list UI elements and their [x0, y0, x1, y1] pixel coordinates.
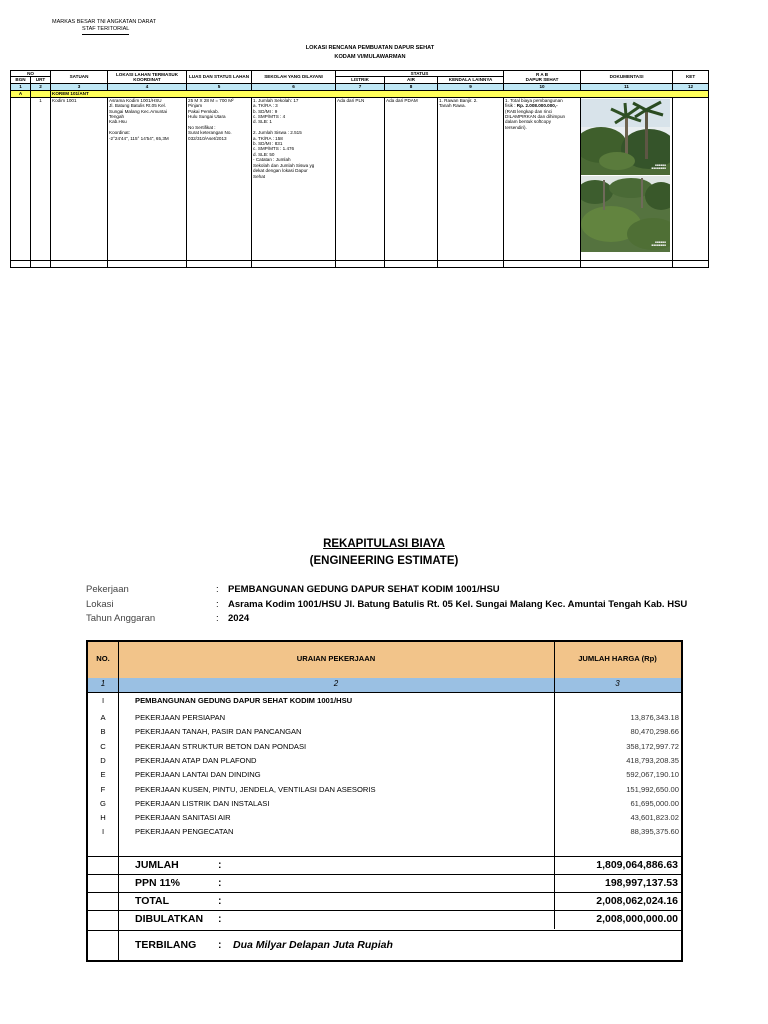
title-line-1: LOKASI RENCANA PEMBUATAN DAPUR SEHAT [305, 45, 435, 51]
cost-row [88, 827, 681, 841]
info-row-pekerjaan [86, 583, 687, 598]
org-division: STAF TERITORIAL [82, 26, 129, 35]
cost-row [88, 756, 681, 770]
item-code: A [100, 713, 106, 722]
col-air: AIR [385, 77, 438, 83]
item-amount: 592,067,190.10 [626, 770, 679, 780]
terbilang-value: Dua Milyar Delapan Juta Rupiah [233, 939, 393, 951]
item-code: C [100, 741, 106, 751]
col-number: 9 [438, 83, 504, 90]
terbilang-row [88, 930, 681, 963]
item-code: E [100, 770, 106, 780]
item-code: D [100, 755, 106, 765]
col-number: 11 [581, 83, 673, 90]
cost-row [88, 799, 681, 813]
col-sekolah: SEKOLAH YANG DILAYANI [252, 71, 336, 84]
cell-sekolah: 1. Jumlah Sekolah: 17 a. TK/RA : 3 b. SD/MI : 9 c. SMP/MTS : 4 d. SLB: 1 2. Jumlah Siswa : 2.515 a. TK/RA : 158 b. SD/MI : 831 c. SMP/MTS : 1.476 d. SLB: 50 - Catatan : Jumlah Sekolah dan Jumlah Siswa yg dekat dengan lokasi Dapur Sehat [252, 97, 336, 260]
header-no: NO. [96, 654, 110, 663]
item-name: PEKERJAAN ATAP DAN PLAFOND [135, 755, 257, 765]
site-photo-2 [581, 176, 670, 252]
total-value: 2,008,000,000.00 [596, 913, 678, 925]
item-amount: 80,470,298.66 [630, 727, 679, 737]
cell-dokumentasi [581, 97, 673, 260]
photo-caption: ■■■■■■ ■■■■■■■■ [651, 162, 667, 171]
cost-table-numbers [88, 678, 681, 693]
col-satuan: SATUAN [51, 71, 108, 84]
cell-kendala: 1. Rawan Banjir. 2. Tanah Rawa. [438, 97, 504, 260]
item-name: PEKERJAAN LANTAI DAN DINDING [135, 770, 261, 780]
info-value: 2024 [228, 613, 250, 624]
cell-lokasi: Asrama Kodim 1001/HSU Jl. Batung Batulis Rt.05 Kel. Sungai Malang Kec.Amuntai Tengah Kab.Hsu Koordinat: -2°24'44", 115° 14'54", 65,3M [108, 97, 187, 260]
item-code: H [100, 813, 106, 823]
cost-table [86, 640, 683, 962]
group-name: KOREM 101/ANT [51, 90, 709, 97]
item-name: PEKERJAAN PENGECATAN [135, 827, 234, 837]
info-label: Tahun Anggaran [86, 613, 156, 624]
item-amount: 88,395,375.60 [630, 827, 679, 837]
rab-amount: Rp. 2.008.000.000,- [516, 103, 558, 109]
group-row [11, 90, 709, 97]
total-colon: : [218, 877, 222, 889]
col-number: 1 [11, 83, 31, 90]
terbilang-colon: : [218, 939, 222, 951]
recap-heading: REKAPITULASI BIAYA [323, 538, 445, 550]
info-label: Lokasi [86, 598, 114, 610]
total-colon: : [218, 913, 222, 925]
number-cell: 1 [100, 679, 106, 688]
item-amount: 358,172,997.72 [626, 741, 679, 751]
item-amount: 13,876,343.18 [630, 713, 679, 722]
site-photo-1 [581, 99, 670, 175]
item-name: PEKERJAAN TANAH, PASIR DAN PANCANGAN [135, 727, 302, 737]
item-amount: 43,601,823.02 [630, 813, 679, 823]
column-divider [554, 911, 555, 929]
cell-bgn [11, 97, 31, 260]
cost-row [88, 785, 681, 799]
total-label: JUMLAH [135, 859, 179, 871]
title-line-2: KODAM VI/MULAWARMAN [334, 54, 406, 60]
item-amount: 151,992,650.00 [626, 784, 679, 794]
recap-subheading: (ENGINEERING ESTIMATE) [309, 555, 459, 567]
item-code: B [100, 727, 106, 737]
cell-urt: 1 [31, 97, 51, 260]
total-row-jumlah [88, 856, 681, 875]
item-amount: 61,695,000.00 [630, 798, 679, 808]
info-row-lokasi [86, 598, 687, 613]
col-urt: URT [31, 77, 51, 83]
col-number: 3 [51, 83, 108, 90]
blank-row [11, 260, 709, 267]
item-name: PEKERJAAN SANITASI AIR [135, 813, 231, 823]
col-number: 8 [385, 83, 438, 90]
col-status: STATUS [336, 71, 504, 77]
col-number: 7 [336, 83, 385, 90]
table-row [11, 97, 709, 260]
col-listrik: LISTRIK [336, 77, 385, 83]
item-code: I [101, 827, 105, 837]
item-code: G [100, 798, 106, 808]
column-divider [554, 857, 555, 875]
photo-caption: ■■■■■■ ■■■■■■■■ [651, 239, 667, 248]
col-number: 6 [252, 83, 336, 90]
section-name: PEMBANGUNAN GEDUNG DAPUR SEHAT KODIM 1001/HSU [135, 696, 353, 705]
cell-air: Ada dari PDAM [385, 97, 438, 260]
total-colon: : [218, 859, 222, 871]
info-colon: : [216, 584, 219, 595]
item-name: PEKERJAAN STRUKTUR BETON DAN PONDASI [135, 741, 307, 751]
col-ket: KET [673, 71, 709, 84]
item-code: F [100, 784, 106, 794]
total-row-dibulatkan [88, 910, 681, 929]
total-colon: : [218, 895, 222, 907]
col-number: 12 [673, 83, 709, 90]
column-number-row [11, 83, 709, 90]
col-number: 2 [31, 83, 51, 90]
col-rab-sub: DAPUR SEHAT [525, 76, 559, 82]
info-colon: : [216, 598, 219, 610]
total-label: TOTAL [135, 895, 170, 907]
total-row-total [88, 892, 681, 911]
col-no: NO [11, 71, 51, 77]
col-number: 4 [108, 83, 187, 90]
col-lokasi: LOKASI LAHAN TERMASUK KOORDINAT [108, 71, 187, 84]
col-kendala: KENDALA LAINNYA [438, 77, 504, 83]
col-bgn: BGN [11, 77, 31, 83]
cell-rab [504, 97, 581, 260]
recap-title [0, 536, 768, 570]
cell-luas: 25 M X 28 M = 700 M² Pinjam Pakai Pemkab. Hulu Sungai Utara No Sertifikat : Surat keterangan No. 032/310/Aset/2013 [187, 97, 252, 260]
col-luas: LUAS DAN STATUS LAHAN [187, 71, 252, 84]
item-name: PEKERJAAN LISTRIK DAN INSTALASI [135, 798, 270, 808]
terbilang-label: TERBILANG [135, 939, 197, 951]
group-spacer [31, 90, 51, 97]
info-value: PEMBANGUNAN GEDUNG DAPUR SEHAT KODIM 1001/HSU [228, 584, 500, 595]
total-label: PPN 11% [135, 877, 180, 889]
item-name: PEKERJAAN PERSIAPAN [135, 713, 226, 722]
section-code: I [101, 696, 105, 705]
total-value: 2,008,062,024.16 [596, 895, 678, 907]
org-name: MARKAS BESAR TNI ANGKATAN DARAT [52, 19, 157, 25]
document-title [0, 44, 740, 62]
info-label: Pekerjaan [86, 584, 129, 595]
header-harga: JUMLAH HARGA (Rp) [578, 654, 657, 663]
cost-row [88, 742, 681, 756]
cell-satuan: Kodim 1001 [51, 97, 108, 260]
cost-row [88, 713, 681, 727]
header-uraian: URAIAN PEKERJAAN [296, 654, 376, 663]
col-rab [504, 71, 581, 84]
rab-note: (RAB lengkap dan rinci DILAMPIRKAN dan dihimpun dalam bentuk softcopy tersendiri). [505, 108, 566, 130]
col-dokumentasi: DOKUMENTASI [581, 71, 673, 84]
number-cell: 2 [333, 679, 339, 688]
column-divider [554, 893, 555, 911]
total-value: 1,809,064,886.63 [596, 859, 678, 871]
item-name: PEKERJAAN KUSEN, PINTU, JENDELA, VENTILASI DAN ASESORIS [135, 784, 376, 794]
column-divider [554, 875, 555, 893]
cell-listrik: Ada dari PLN [336, 97, 385, 260]
col-number: 5 [187, 83, 252, 90]
col-number: 10 [504, 83, 581, 90]
location-table [10, 70, 709, 268]
info-row-tahun [86, 612, 687, 627]
project-info [86, 583, 687, 627]
info-colon: : [216, 613, 219, 624]
total-value: 198,997,137.53 [605, 877, 678, 889]
number-cell: 3 [615, 679, 620, 688]
info-value: Asrama Kodim 1001/HSU Jl. Batung Batulis Rt. 05 Kel. Sungai Malang Kec. Amuntai Tengah Kab. HSU [228, 598, 688, 610]
cost-row [88, 727, 681, 741]
document-header [52, 19, 156, 35]
total-label: DIBULATKAN [135, 913, 204, 925]
group-code: A [11, 90, 31, 97]
section-row [88, 696, 681, 710]
cost-row [88, 813, 681, 827]
total-row-ppn [88, 874, 681, 893]
item-amount: 418,793,208.35 [626, 755, 679, 765]
rab-text: 1. Total biaya pembangunan fisik : [505, 97, 563, 109]
cost-row [88, 770, 681, 784]
col-rab-label: R A B [535, 71, 549, 77]
cell-ket [673, 97, 709, 260]
cost-table-header [88, 642, 681, 679]
